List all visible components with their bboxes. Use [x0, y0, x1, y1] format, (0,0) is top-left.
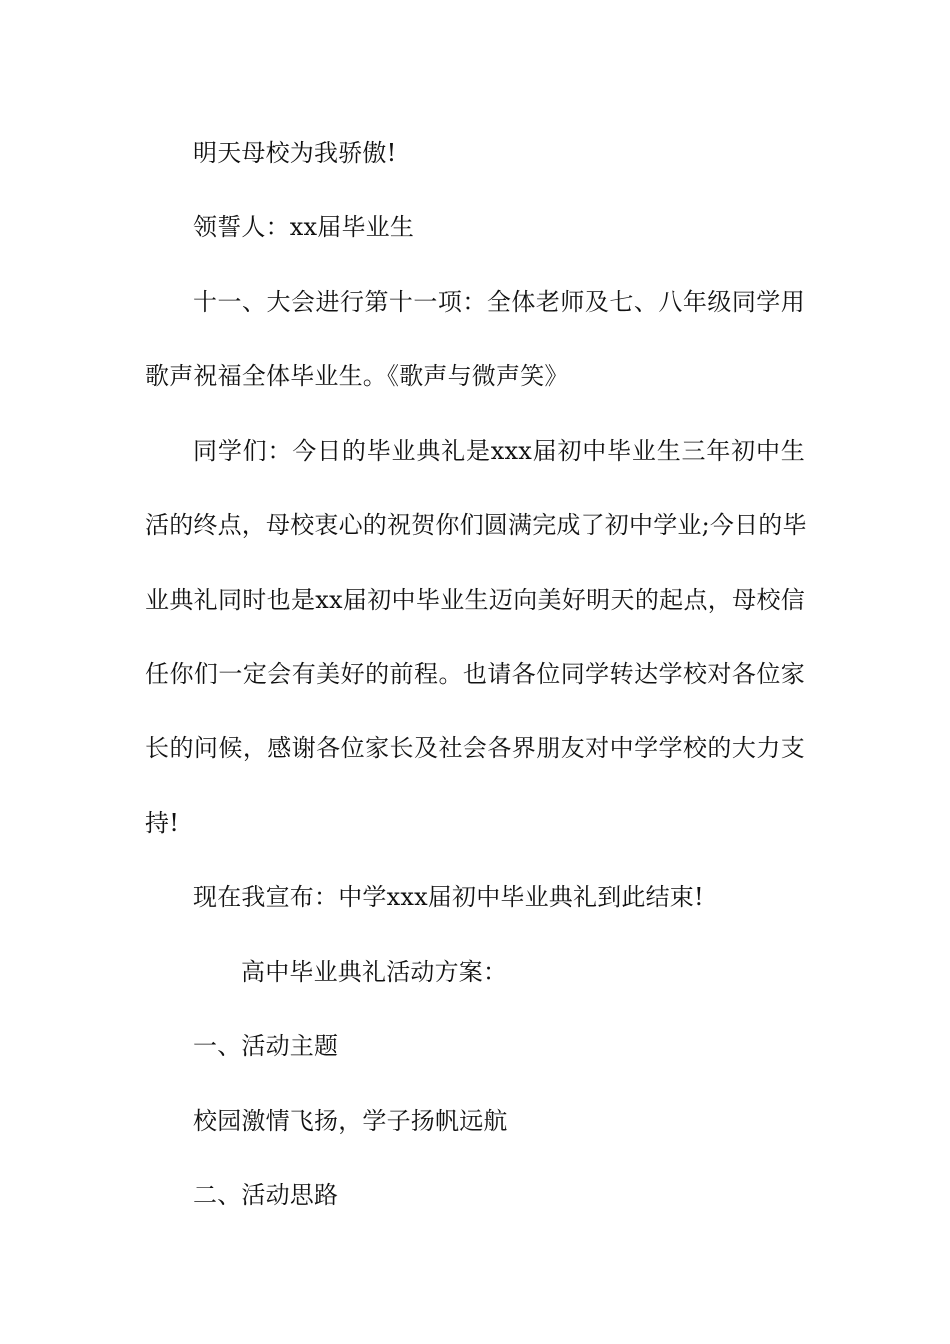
text-line: 同学们：今日的毕业典礼是xxx届初中毕业生三年初中生	[193, 437, 805, 465]
text-line: 领誓人：xx届毕业生	[193, 213, 415, 241]
text-line: 业典礼同时也是xx届初中毕业生迈向美好明天的起点，母校信	[145, 586, 805, 614]
text-line: 现在我宣布：中学xxx届初中毕业典礼到此结束!	[193, 883, 704, 911]
text-line: 十一、大会进行第十一项：全体老师及七、八年级同学用	[193, 288, 805, 316]
text-line: 任你们一定会有美好的前程。也请各位同学转达学校对各位家	[145, 660, 805, 688]
text-line: 活的终点，母校衷心的祝贺你们圆满完成了初中学业;今日的毕	[145, 511, 807, 539]
text-line: 长的问候，感谢各位家长及社会各界朋友对中学学校的大力支	[145, 734, 805, 762]
section-heading: 高中毕业典礼活动方案：	[241, 958, 508, 986]
text-line: 持!	[145, 809, 180, 837]
section-heading: 二、活动思路	[193, 1181, 339, 1209]
text-line: 歌声祝福全体毕业生。《歌声与微声笑》	[145, 362, 569, 390]
section-heading: 一、活动主题	[193, 1032, 339, 1060]
text-line: 明天母校为我骄傲!	[193, 139, 397, 167]
text-line: 校园激情飞扬，学子扬帆远航	[193, 1107, 508, 1135]
